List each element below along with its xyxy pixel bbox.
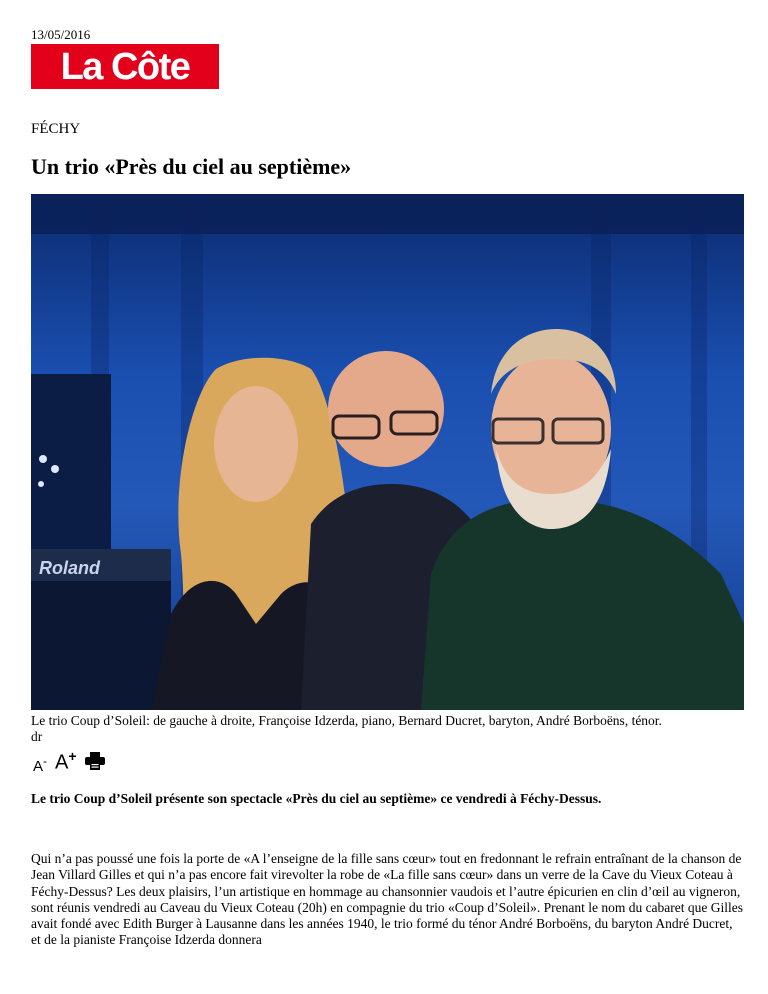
article-title: Un trio «Près du ciel au septième» xyxy=(31,154,352,179)
site-logo[interactable]: La Côte xyxy=(31,44,219,89)
article-body: Qui n’a pas poussé une fois la porte de «A l’enseigne de la fille sans cœur» tout en fredonnant le refrain entraînant de la chanson de Jean Villard Gilles et qui n’a pas encore fait virevolter la robe de «La fille sans cœur» dans un verre de la Cave du Vieux Coteau à Féchy-Dessus? Les deux plaisirs, l’un artistique en hommage au chansonnier vaudois et l’autre épicurien en clin d’œil au vigneron, sont réunis vendredi au Caveau du Vieux Coteau (20h) en compagnie du trio «Coup d’Soleil». Prenant le nom du cabaret que Gilles avait fondé avec Edith Burger à Lausanne dans les années 1940, le trio formé du ténor André Borboëns, du baryton André Ducret, et de la pianiste Françoise Idzerda donnera xyxy=(31,851,744,948)
article-photo xyxy=(31,194,744,710)
section-label: FÉCHY xyxy=(31,121,81,137)
caption-text: Le trio Coup d’Soleil: de gauche à droite, Françoise Idzerda, piano, Bernard Ducret, baryton, André Borboëns, ténor. xyxy=(31,713,662,728)
photo-caption xyxy=(31,713,744,745)
increase-font-sign: + xyxy=(68,748,77,764)
caption-credit: dr xyxy=(31,729,43,744)
decrease-font-sign: - xyxy=(43,753,48,768)
increase-font-button[interactable] xyxy=(55,748,77,775)
article-lead: Le trio Coup d’Soleil présente son spectacle «Près du ciel au septième» ce vendredi à Féchy-Dessus. xyxy=(31,791,602,806)
print-button[interactable] xyxy=(85,752,105,775)
printer-icon xyxy=(85,752,105,770)
increase-font-label: A xyxy=(55,751,69,774)
keyboard-brand: Roland xyxy=(39,558,100,578)
article-date: 13/05/2016 xyxy=(31,27,91,42)
article-tools xyxy=(33,748,105,775)
photo-illustration xyxy=(31,194,744,710)
decrease-font-button[interactable] xyxy=(33,754,47,775)
decrease-font-label: A xyxy=(33,757,44,775)
